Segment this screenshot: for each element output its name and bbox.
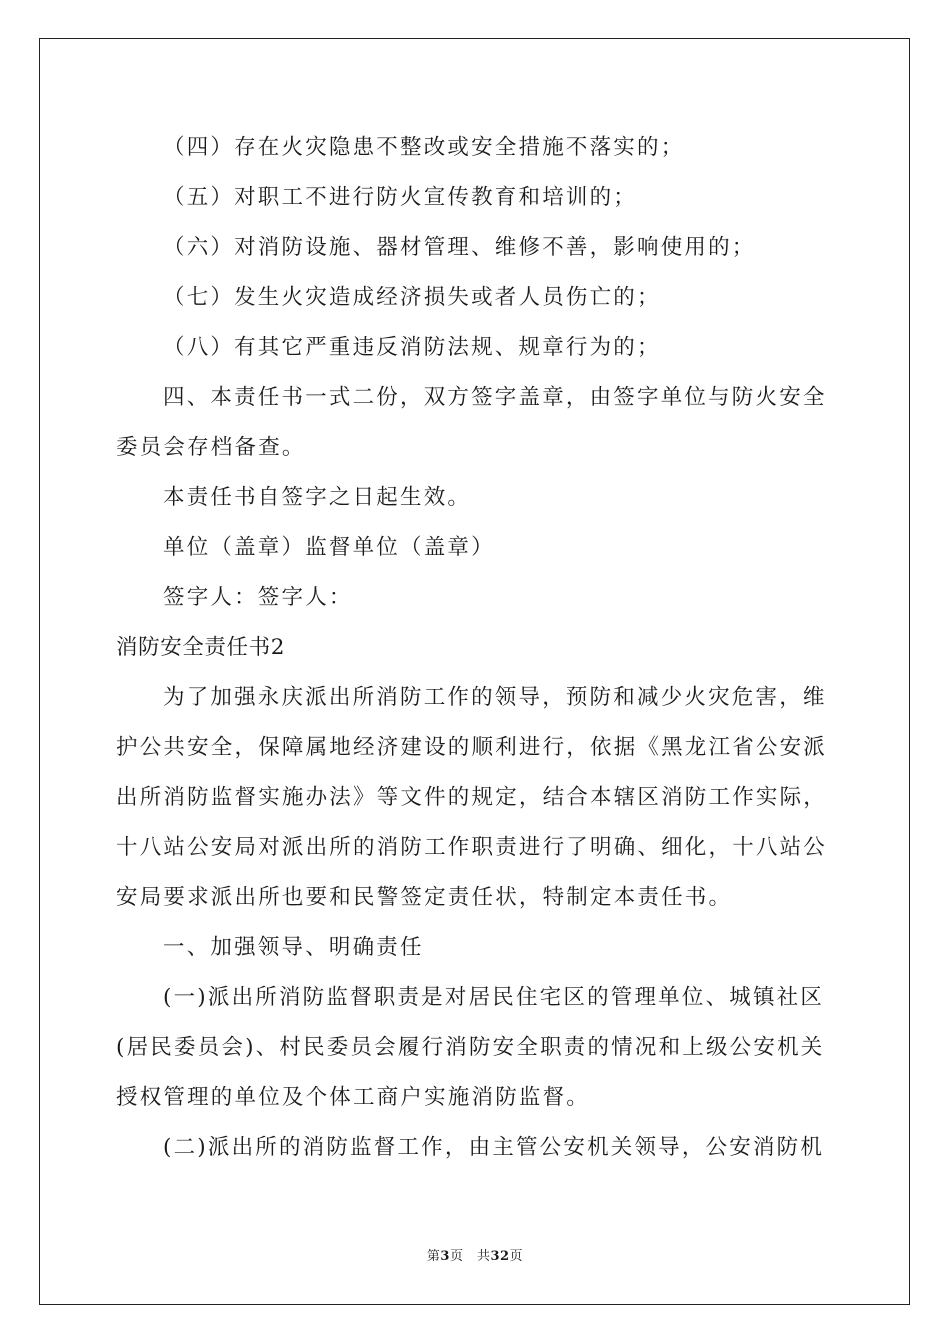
paragraph-line: (二)派出所的消防监督工作，由主管公安机关领导，公安消防机	[163, 1135, 825, 1160]
paragraph-line: 授权管理的单位及个体工商户实施消防监督。	[116, 1085, 591, 1110]
clause-8: （八）有其它严重违反消防法规、规章行为的；	[163, 335, 661, 360]
paragraph-line: 委员会存档备查。	[116, 435, 306, 460]
footer-suffix: 页	[509, 1249, 524, 1264]
section-title: 消防安全责任书2	[116, 635, 285, 660]
paragraph-line: (居民委员会)、村民委员会履行消防安全职责的情况和上级公安机关	[116, 1035, 825, 1060]
page-border	[39, 38, 910, 1305]
paragraph-line: 护公共安全，保障属地经济建设的顺利进行，依据《黑龙江省公安派	[116, 735, 828, 760]
clause-5: （五）对职工不进行防火宣传教育和培训的；	[163, 185, 638, 210]
current-page-number: 3	[440, 1249, 450, 1264]
paragraph-line: 出所消防监督实施办法》等文件的规定，结合本辖区消防工作实际，	[116, 785, 828, 810]
clause-4: （四）存在火灾隐患不整改或安全措施不落实的；	[163, 135, 685, 160]
total-page-number: 32	[490, 1249, 510, 1264]
paragraph-line: (一)派出所消防监督职责是对居民住宅区的管理单位、城镇社区	[163, 985, 825, 1010]
signature-line: 签字人：签字人：	[163, 585, 353, 610]
footer-mid: 页 共	[449, 1249, 491, 1264]
paragraph-line: 安局要求派出所也要和民警签定责任状，特制定本责任书。	[116, 885, 733, 910]
effective-statement: 本责任书自签字之日起生效。	[163, 485, 472, 510]
paragraph-line: 四、本责任书一式二份，双方签字盖章，由签字单位与防火安全	[163, 385, 827, 410]
page-footer	[0, 1248, 950, 1266]
seal-line: 单位（盖章）监督单位（盖章）	[163, 535, 495, 560]
footer-prefix: 第	[426, 1249, 441, 1264]
paragraph-line: 十八站公安局对派出所的消防工作职责进行了明确、细化，十八站公	[116, 835, 828, 860]
paragraph-line: 为了加强永庆派出所消防工作的领导，预防和减少火灾危害，维	[163, 685, 827, 710]
subheading: 一、加强领导、明确责任	[163, 935, 424, 960]
clause-7: （七）发生火灾造成经济损失或者人员伤亡的；	[163, 285, 661, 310]
clause-6: （六）对消防设施、器材管理、维修不善，影响使用的；	[163, 235, 756, 260]
